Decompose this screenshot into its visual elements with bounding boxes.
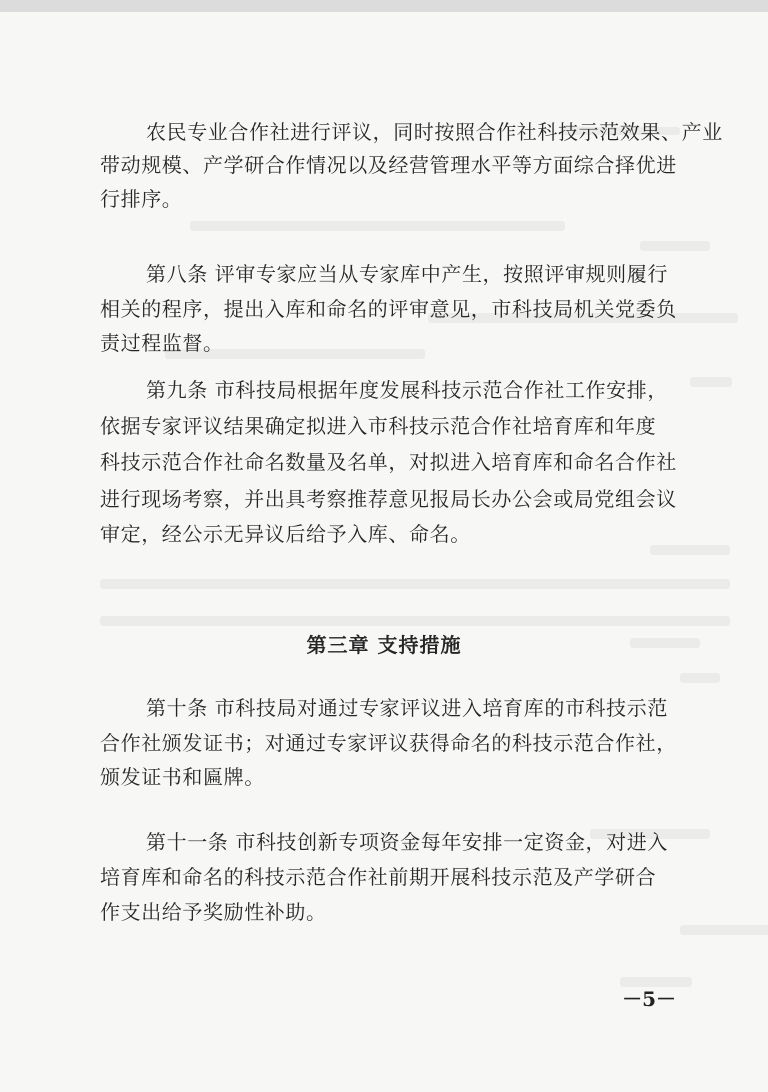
paragraphs-paragraph-3-line-3: 科技示范合作社命名数量及名单，对拟进入培育库和命名合作社	[100, 450, 677, 474]
paragraphs_after-paragraph-1-line-2: 合作社颁发证书；对通过专家评议获得命名的科技示范合作社，	[100, 731, 677, 755]
scan-top-edge	[0, 0, 768, 12]
paragraphs_after-paragraph-2-line-2: 培育库和命名的科技示范合作社前期开展科技示范及产学研合	[100, 865, 657, 889]
paragraphs-paragraph-1-line-2: 带动规模、产学研合作情况以及经营管理水平等方面综合择优进	[100, 153, 677, 177]
paragraphs-paragraph-3-line-4: 进行现场考察，并出具考察推荐意见报局长办公会或局党组会议	[100, 487, 677, 511]
paragraphs_after-paragraph-1-line-1: 第十条 市科技局对通过专家评议进入培育库的市科技示范	[146, 696, 668, 720]
paragraphs-paragraph-3-line-2: 依据专家评议结果确定拟进入市科技示范合作社培育库和年度	[100, 414, 657, 438]
paragraphs-paragraph-2-line-1: 第八条 评审专家应当从专家库中产生，按照评审规则履行	[146, 262, 668, 286]
paragraphs-paragraph-3-line-1: 第九条 市科技局根据年度发展科技示范合作社工作安排，	[146, 378, 668, 402]
paragraphs_after-paragraph-2-line-3: 作支出给予奖励性补助。	[100, 900, 327, 924]
paragraphs-paragraph-3-line-5: 审定，经公示无异议后给予入库、命名。	[100, 522, 471, 546]
paragraphs-paragraph-2-line-3: 责过程监督。	[100, 331, 224, 355]
page-number: －5－	[622, 987, 676, 1011]
paragraphs_after-paragraph-1-line-3: 颁发证书和匾牌。	[100, 765, 265, 789]
paragraphs-paragraph-1-line-3: 行排序。	[100, 187, 183, 211]
paragraphs_after-paragraph-2-line-1: 第十一条 市科技创新专项资金每年安排一定资金，对进入	[146, 830, 668, 854]
chapter-title: 第三章 支持措施	[306, 633, 462, 657]
paragraphs-paragraph-1-line-1: 农民专业合作社进行评议，同时按照合作社科技示范效果、产业	[146, 120, 723, 144]
paragraphs-paragraph-2-line-2: 相关的程序，提出入库和命名的评审意见，市科技局机关党委负	[100, 297, 677, 321]
